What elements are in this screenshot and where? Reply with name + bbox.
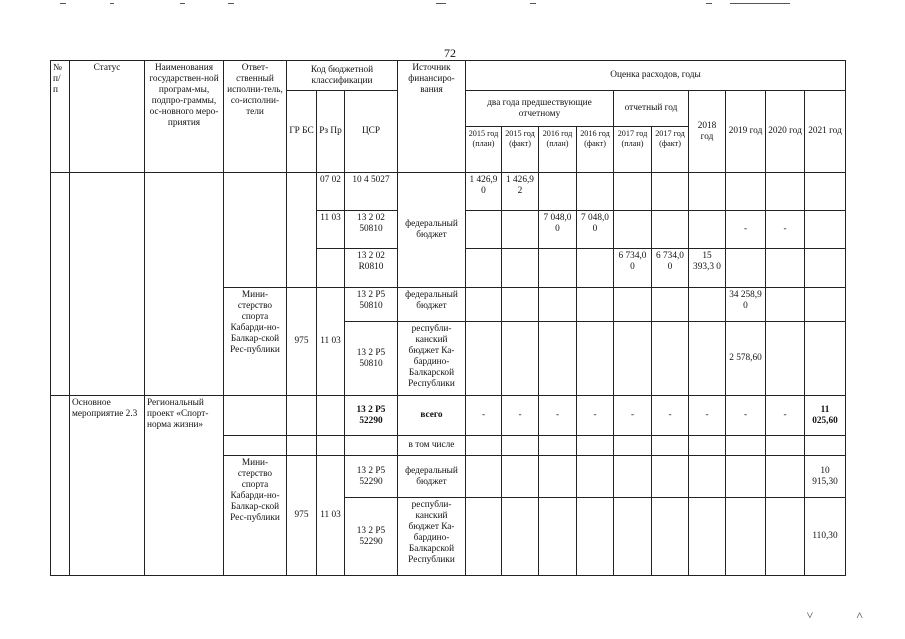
cell-value bbox=[577, 498, 614, 576]
cell-value bbox=[689, 211, 726, 249]
cell-value: 34 258,9 0 bbox=[726, 288, 766, 322]
cell-value bbox=[766, 498, 805, 576]
cell-value bbox=[577, 288, 614, 322]
cell-no bbox=[51, 173, 70, 396]
cell-csr: 13 2 Р5 50810 bbox=[345, 288, 398, 322]
cell-grbs: 975 bbox=[287, 288, 317, 396]
cell-csr bbox=[345, 436, 398, 456]
page-number: 72 bbox=[444, 46, 456, 60]
cell-no bbox=[51, 396, 70, 576]
cell-executor: Мини-стерство спорта Кабарди-но-Балкар-ской Рес-публики bbox=[224, 456, 287, 576]
cell-value bbox=[502, 211, 539, 249]
cell-value bbox=[466, 211, 502, 249]
cell-value bbox=[539, 322, 577, 396]
cell-value bbox=[766, 288, 805, 322]
col-header-budget-code: Код бюджетной классификации bbox=[287, 61, 398, 91]
cell-value: 2 578,60 bbox=[726, 322, 766, 396]
col-header-2018: 2018 год bbox=[689, 91, 726, 173]
cell-value bbox=[766, 173, 805, 211]
cell-value bbox=[689, 498, 726, 576]
cell-value bbox=[539, 456, 577, 498]
col-header-2015-fact: 2015 год (факт) bbox=[502, 127, 539, 173]
cell-value bbox=[766, 249, 805, 288]
cell-grbs bbox=[287, 396, 317, 436]
cell-value bbox=[466, 249, 502, 288]
cell-value bbox=[577, 249, 614, 288]
cell-value bbox=[805, 211, 846, 249]
cell-value bbox=[805, 173, 846, 211]
cell-source: всего bbox=[398, 396, 466, 436]
cell-value bbox=[502, 249, 539, 288]
cell-csr: 13 2 Р5 52290 bbox=[345, 498, 398, 576]
col-header-2015-plan: 2015 год (план) bbox=[466, 127, 502, 173]
cell-value bbox=[652, 436, 689, 456]
cell-value bbox=[689, 436, 726, 456]
cell-grbs bbox=[287, 173, 317, 288]
cell-value: - bbox=[614, 396, 652, 436]
cell-value: - bbox=[766, 396, 805, 436]
cell-value bbox=[652, 498, 689, 576]
cell-value: 110,30 bbox=[805, 498, 846, 576]
budget-table bbox=[50, 60, 846, 576]
cell-value: 7 048,0 0 bbox=[539, 211, 577, 249]
cell-value bbox=[577, 456, 614, 498]
cell-name bbox=[145, 173, 224, 396]
cell-value bbox=[766, 456, 805, 498]
cell-value: - bbox=[766, 211, 805, 249]
cell-value bbox=[614, 322, 652, 396]
cell-csr: 10 4 5027 bbox=[345, 173, 398, 211]
cell-value bbox=[805, 249, 846, 288]
cell-name: Региональный проект «Спорт-норма жизни» bbox=[145, 396, 224, 576]
cell-value: 15 393,3 0 bbox=[689, 249, 726, 288]
cell-value bbox=[577, 173, 614, 211]
col-header-2021: 2021 год bbox=[805, 91, 846, 173]
cell-rzpr bbox=[317, 249, 345, 288]
cell-executor: Мини-стерство спорта Кабарди-но-Балкар-ской Рес-публики bbox=[224, 288, 287, 396]
cell-value bbox=[652, 288, 689, 322]
cell-grbs bbox=[287, 436, 317, 456]
cell-value bbox=[805, 288, 846, 322]
col-header-2016-plan: 2016 год (план) bbox=[539, 127, 577, 173]
cell-value bbox=[577, 436, 614, 456]
cell-value: - bbox=[466, 396, 502, 436]
cell-value: - bbox=[502, 396, 539, 436]
cell-value bbox=[614, 211, 652, 249]
cell-value: - bbox=[577, 396, 614, 436]
cell-value bbox=[539, 249, 577, 288]
col-header-2017-plan: 2017 год (план) bbox=[614, 127, 652, 173]
cell-source: республи-канский бюджет Ка-бардино-Балкарской Республики bbox=[398, 322, 466, 396]
cell-value bbox=[502, 322, 539, 396]
cell-value bbox=[466, 322, 502, 396]
cell-value bbox=[652, 322, 689, 396]
cell-value: - bbox=[726, 396, 766, 436]
cell-rzpr: 11 03 bbox=[317, 211, 345, 249]
cell-csr: 13 2 02 50810 bbox=[345, 211, 398, 249]
cell-source: республи-канский бюджет Ка-бардино-Балкарской Республики bbox=[398, 498, 466, 576]
cell-value bbox=[726, 498, 766, 576]
cell-value: 10 915,30 bbox=[805, 456, 846, 498]
col-header-2019: 2019 год bbox=[726, 91, 766, 173]
cell-value bbox=[726, 173, 766, 211]
col-header-no: № п/ п bbox=[51, 61, 70, 173]
cell-value bbox=[502, 436, 539, 456]
cell-value bbox=[726, 249, 766, 288]
cell-value: 6 734,0 0 bbox=[652, 249, 689, 288]
cell-csr: 13 2 Р5 52290 bbox=[345, 396, 398, 436]
cell-executor bbox=[224, 173, 287, 288]
col-header-2017-fact: 2017 год (факт) bbox=[652, 127, 689, 173]
cell-grbs: 975 bbox=[287, 456, 317, 576]
cell-value bbox=[689, 288, 726, 322]
cell-value: 1 426,9 2 bbox=[502, 173, 539, 211]
cell-value bbox=[539, 173, 577, 211]
col-header-source: Источник финансиро-вания bbox=[398, 61, 466, 173]
cell-value bbox=[766, 322, 805, 396]
cell-value bbox=[539, 288, 577, 322]
col-header-rzpr: Рз Пр bbox=[317, 91, 345, 173]
top-scan-marks bbox=[0, 0, 905, 8]
cell-status bbox=[70, 173, 145, 396]
cell-source: федеральный бюджет bbox=[398, 173, 466, 288]
cell-rzpr bbox=[317, 396, 345, 436]
cell-value bbox=[502, 288, 539, 322]
cell-value bbox=[539, 436, 577, 456]
scan-corner-marks: ˅ ˄ bbox=[806, 608, 883, 622]
cell-value: 6 734,0 0 bbox=[614, 249, 652, 288]
header-row-1 bbox=[51, 61, 846, 91]
cell-executor bbox=[224, 396, 287, 436]
col-header-status: Статус bbox=[70, 61, 145, 173]
cell-value: - bbox=[539, 396, 577, 436]
cell-value bbox=[689, 322, 726, 396]
cell-value bbox=[766, 436, 805, 456]
col-header-name: Наименования государствен-ной програм-мы, подпро-граммы, ос-новного меро-приятия bbox=[145, 61, 224, 173]
cell-rzpr: 11 03 bbox=[317, 456, 345, 576]
cell-value bbox=[502, 456, 539, 498]
cell-value bbox=[466, 456, 502, 498]
cell-value: - bbox=[726, 211, 766, 249]
cell-value bbox=[466, 288, 502, 322]
cell-value bbox=[614, 456, 652, 498]
cell-executor bbox=[224, 436, 287, 456]
cell-value bbox=[652, 211, 689, 249]
cell-value bbox=[726, 456, 766, 498]
cell-rzpr: 07 02 bbox=[317, 173, 345, 211]
cell-value bbox=[466, 436, 502, 456]
table-row bbox=[51, 396, 846, 436]
cell-value bbox=[614, 173, 652, 211]
cell-value: 1 426,9 0 bbox=[466, 173, 502, 211]
cell-value: - bbox=[652, 396, 689, 436]
cell-value: 7 048,0 0 bbox=[577, 211, 614, 249]
cell-csr: 13 2 Р5 50810 bbox=[345, 322, 398, 396]
cell-rzpr: 11 03 bbox=[317, 288, 345, 396]
cell-value bbox=[689, 456, 726, 498]
col-header-estimate: Оценка расходов, годы bbox=[466, 61, 846, 91]
cell-value: 11 025,60 bbox=[805, 396, 846, 436]
cell-rzpr bbox=[317, 436, 345, 456]
cell-source: в том числе bbox=[398, 436, 466, 456]
cell-status: Основное мероприятие 2.3 bbox=[70, 396, 145, 576]
cell-source: федеральный бюджет bbox=[398, 288, 466, 322]
cell-value bbox=[614, 288, 652, 322]
cell-value bbox=[502, 498, 539, 576]
cell-value bbox=[652, 456, 689, 498]
col-header-grbs: ГР БС bbox=[287, 91, 317, 173]
cell-csr: 13 2 02 R0810 bbox=[345, 249, 398, 288]
col-header-executor: Ответ-ственный исполни-тель, со-исполни-тели bbox=[224, 61, 287, 173]
cell-value bbox=[577, 322, 614, 396]
cell-value bbox=[726, 436, 766, 456]
cell-value bbox=[466, 498, 502, 576]
col-header-csr: ЦСР bbox=[345, 91, 398, 173]
cell-value bbox=[614, 436, 652, 456]
cell-value bbox=[805, 436, 846, 456]
col-header-2016-fact: 2016 год (факт) bbox=[577, 127, 614, 173]
table-row bbox=[51, 173, 846, 211]
col-header-report-year: отчетный год bbox=[614, 91, 689, 127]
cell-value bbox=[805, 322, 846, 396]
cell-value bbox=[614, 498, 652, 576]
cell-source: федеральный бюджет bbox=[398, 456, 466, 498]
cell-value bbox=[689, 173, 726, 211]
col-header-2020: 2020 год bbox=[766, 91, 805, 173]
cell-value: - bbox=[689, 396, 726, 436]
cell-csr: 13 2 Р5 52290 bbox=[345, 456, 398, 498]
cell-value bbox=[539, 498, 577, 576]
cell-value bbox=[652, 173, 689, 211]
col-header-two-years-before: два года предшествующие отчетному bbox=[466, 91, 614, 127]
